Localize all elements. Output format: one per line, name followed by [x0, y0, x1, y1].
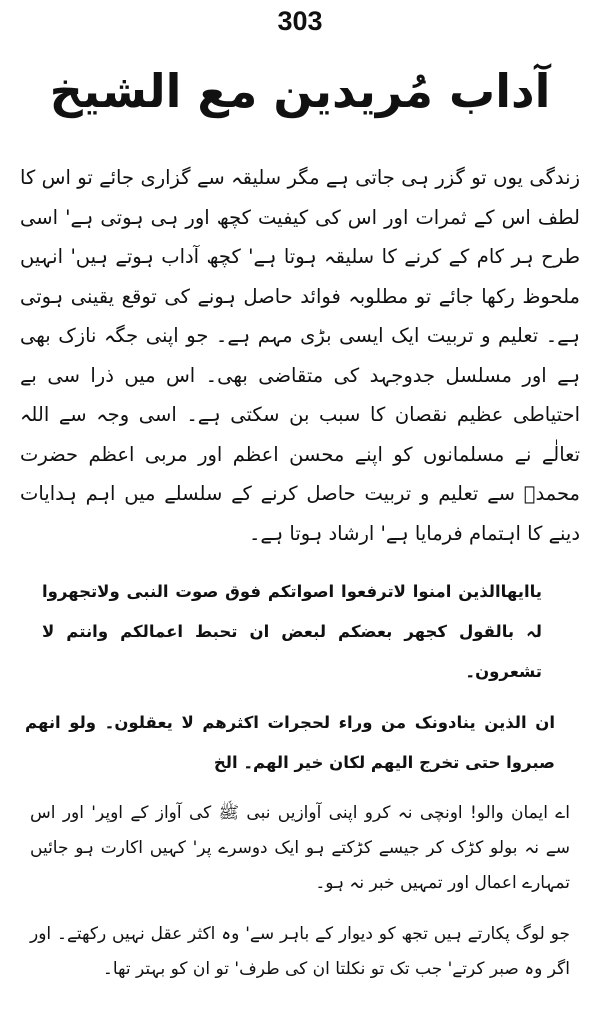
translation-1: اے ایمان والو! اونچی نہ کرو اپنی آوازیں نبی ﷺ کی آواز کے اوپر' اور اس سے نہ بولو کڑک کر جیسے کڑکتے ہو ایک دوسرے پر' کہیں اکارت ہو جائیں تمہارے اعمال اور تمہیں خبر نہ ہو۔: [30, 803, 570, 893]
body-paragraph: زندگی یوں تو گزر ہی جاتی ہے مگر سلیقہ سے گزاری جائے تو اس کا لطف اس کے ثمرات اور اس کی کیفیت کچھ اور ہی ہوتی ہے' اسی طرح ہر کام کے کرنے کا سلیقہ ہوتا ہے' کچھ آداب ہوتے ہیں' انہیں ملحوظ رکھا جائے تو مطلوبہ فوائد حاصل ہونے کی توقع یقینی ہوتی ہے۔ تعلیم و تربیت ایک ایسی بڑی مہم ہے۔ جو اپنی جگہ نازک بھی ہے اور مسلسل جدوجہد کی متقاضی بھی۔ اس میں ذرا سی بے احتیاطی عظیم نقصان کا سبب بن سکتی ہے۔ اسی وجہ سے اللہ تعالٰے نے مسلمانوں کو اپنے محسن اعظم اور مربی اعظم حضرت محمدؐ سے تعلیم و تربیت حاصل کرنے کے سلسلے میں اہم ہدایات دینے کا اہتمام فرمایا ہے' ارشاد ہوتا ہے۔: [20, 166, 580, 545]
page-number: 303: [277, 6, 323, 36]
quran-verse-2: ان الذین ینادونک من وراء لحجرات اکثرھم لا یعقلون۔ ولو انھم صبروا حتی تخرج الیھم لکان خیر الھم۔ الخ: [25, 713, 555, 772]
chapter-title: آداب مُریدین مع الشیخ: [49, 64, 551, 118]
quran-verse-1: یاایھاالذین امنوا لاترفعوا اصواتکم فوق صوت النبی ولاتجھروا لہ بالقول کجھر بعضکم لبعض ان تحبط اعمالکم وانتم لا تشعرون۔: [42, 582, 542, 681]
translation-2: جو لوگ پکارتے ہیں تجھ کو دیوار کے باہر سے' وہ اکثر عقل نہیں رکھتے۔ اور اگر وہ صبر کرتے' جب تک تو نکلتا ان کی طرف' تو ان کو بہتر تھا۔: [30, 924, 570, 979]
